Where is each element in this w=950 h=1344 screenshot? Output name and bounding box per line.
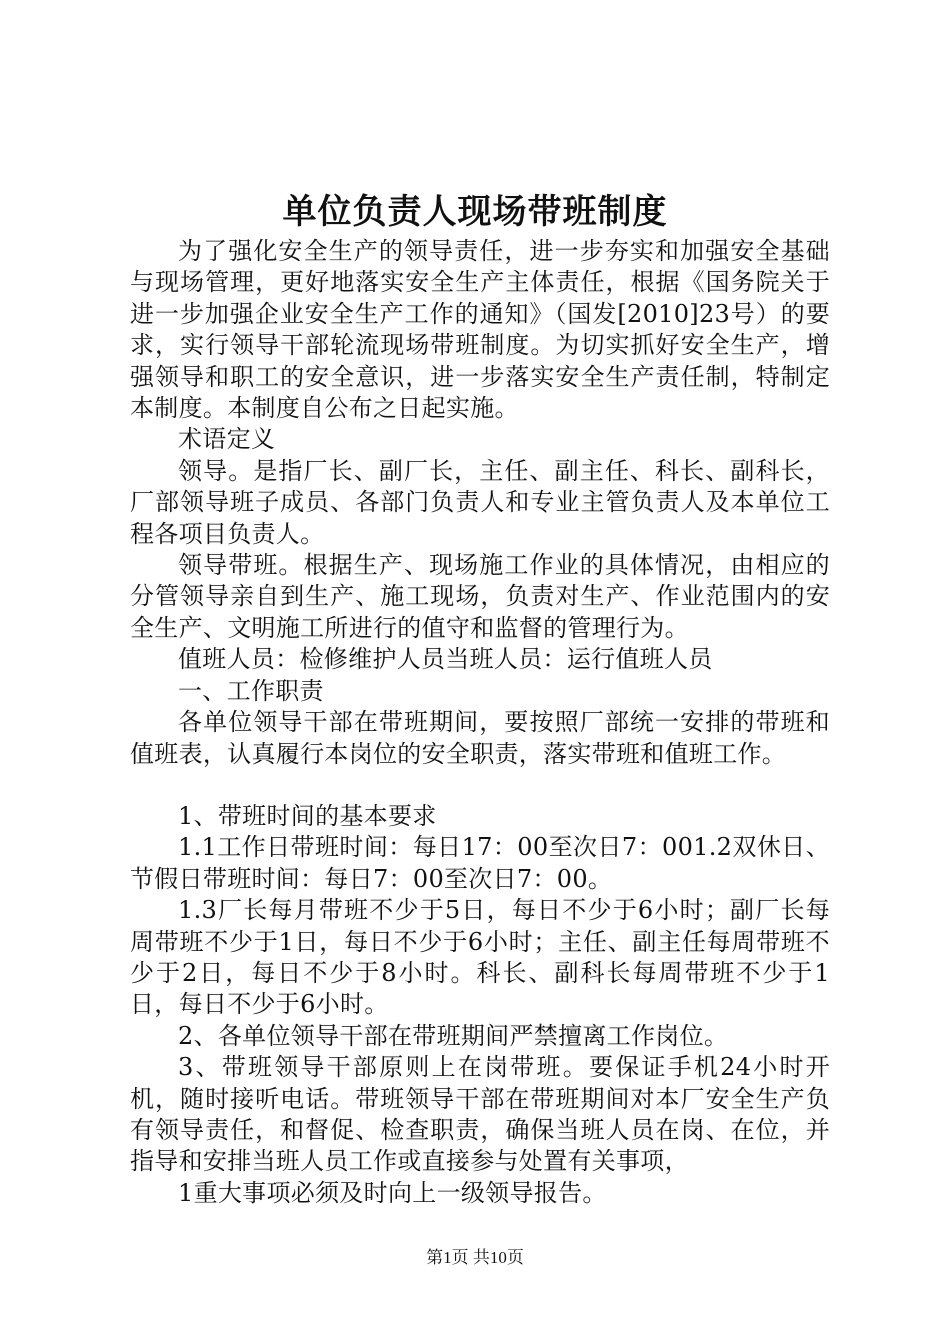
intro-paragraph: 为了强化安全生产的领导责任，进一步夯实和加强安全基础与现场管理，更好地落实安全生产主体责任，根据《国务院关于进一步加强企业安全生产工作的通知》（国发[2010]23号）的要求，实行领导干部轮流现场带班制度。为切实抓好安全生产，增强领导和职工的安全意识，进一步落实安全生产责任制，特制定本制度。本制度自公布之日起实施。 xyxy=(130,237,830,423)
item-3-paragraph: 3、带班领导干部原则上在岗带班。要保证手机24小时开机，随时接听电话。带班领导干部在带班期间对本厂安全生产负有领导责任，和督促、检查职责，确保当班人员在岗、在位，并指导和安排当班人员工作或直接参与处置有关事项， xyxy=(130,1053,830,1176)
definition-leader-shift: 领导带班。根据生产、现场施工作业的具体情况，由相应的分管领导亲自到生产、施工现场，负责对生产、作业范围内的安全生产、文明施工所进行的值守和监督的管理行为。 xyxy=(130,551,830,642)
item-1-heading: 1、带班时间的基本要求 xyxy=(178,801,437,830)
document-title: 单位负责人现场带班制度 xyxy=(282,192,668,232)
item-3-1-paragraph: 1重大事项必须及时向上一级领导报告。 xyxy=(178,1178,607,1207)
section-heading-duties: 一、工作职责 xyxy=(178,676,324,705)
item-1-3-paragraph: 1.3厂长每月带班不少于5日，每日不少于6小时；副厂长每周带班不少于1日，每日不少于6小时；主任、副主任每周带班不少于2日，每日不少于8小时。科长、副科长每周带班不少于1日，每日不少于6小时。 xyxy=(130,896,830,1019)
item-1-1-paragraph: 1.1工作日带班时间：每日17：00至次日7：001.2双休日、节假日带班时间：每日7：00至次日7：00。 xyxy=(130,833,830,893)
definition-duty-staff: 值班人员：检修维护人员当班人员：运行值班人员 xyxy=(178,645,713,674)
document-body xyxy=(130,236,830,1209)
duties-paragraph: 各单位领导干部在带班期间，要按照厂部统一安排的带班和值班表，认真履行本岗位的安全职责，落实带班和值班工作。 xyxy=(130,708,830,768)
terms-heading: 术语定义 xyxy=(178,425,276,454)
page-footer: 第1页 共10页 xyxy=(426,1248,524,1267)
definition-leader: 领导。是指厂长、副厂长，主任、副主任、科长、副科长，厂部领导班子成员、各部门负责人和专业主管负责人及本单位工程各项目负责人。 xyxy=(130,456,830,548)
item-2-paragraph: 2、各单位领导干部在带班期间严禁擅离工作岗位。 xyxy=(178,1021,729,1050)
